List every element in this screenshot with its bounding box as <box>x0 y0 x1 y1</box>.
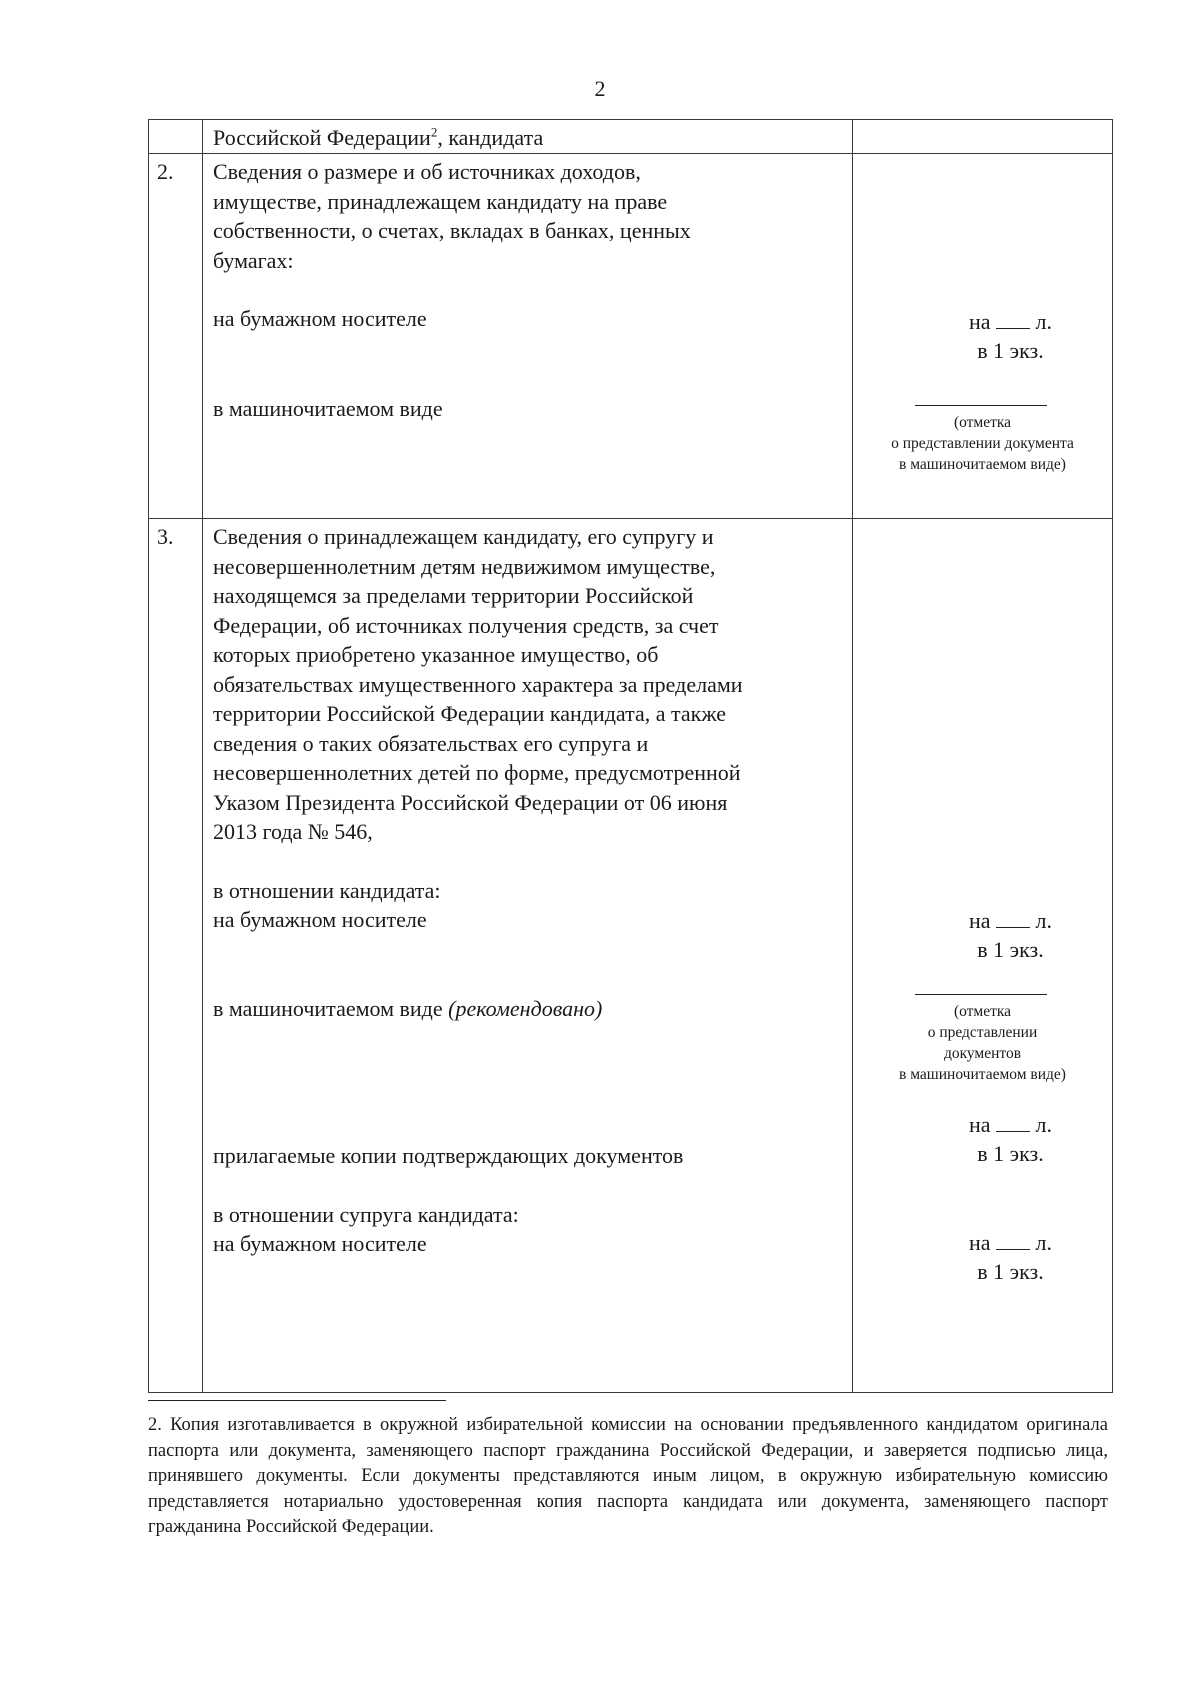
text-line: обязательствах имущественного характера за пределами <box>213 671 743 697</box>
spouse-paper-label: на бумажном носителе <box>213 1231 427 1256</box>
text-line: несовершеннолетних детей по форме, предусмотренной <box>213 760 741 785</box>
machine-label: в машиночитаемом виде <box>213 395 443 421</box>
spouse-heading: в отношении супруга кандидата: <box>213 1201 519 1227</box>
row-mark-cell <box>853 120 1113 154</box>
mark-note-line: (отметка <box>953 1003 1012 1020</box>
table-row-3 <box>149 519 1113 1393</box>
text-line: несовершеннолетним детям недвижимом имуществе, <box>213 553 716 579</box>
text-line: территории Российской Федерации кандидата, а также <box>213 701 727 726</box>
text-line: Сведения о размере и об источниках доходов, <box>213 159 641 184</box>
supporting-copies-label: прилагаемые копии подтверждающих документов <box>213 1143 684 1168</box>
footnote-ref: 2 <box>430 124 438 140</box>
pages-suffix: л. <box>1035 908 1053 933</box>
pages-blank[interactable] <box>996 1113 1030 1132</box>
text-line: сведения о таких обязательствах его супруга и <box>213 730 649 756</box>
pages-prefix: на <box>968 1112 991 1137</box>
mark-note <box>859 1001 1106 1085</box>
text-line: имуществе, принадлежащем кандидату на праве <box>213 188 668 214</box>
copies-count: в 1 экз. <box>977 338 1044 363</box>
mark-note-line: (отметка <box>953 414 1012 431</box>
table-row-continuation <box>149 120 1113 154</box>
row-number: 3. <box>149 519 203 1393</box>
footnote-separator <box>148 1400 446 1401</box>
row-2-intro <box>213 157 846 275</box>
table-row-2 <box>149 154 1113 519</box>
paper-label: на бумажном носителе <box>213 306 427 331</box>
pages-suffix: л. <box>1035 309 1053 334</box>
pages-prefix: на <box>968 309 991 334</box>
pages-prefix: на <box>968 1230 991 1255</box>
copies-count: в 1 экз. <box>977 1259 1044 1284</box>
row-number: 2. <box>149 154 203 519</box>
documents-table <box>148 119 1113 1393</box>
pages-blank[interactable] <box>996 310 1030 329</box>
row-3-text-cell <box>203 519 853 1393</box>
row-2-text-cell <box>203 154 853 519</box>
mark-note-line: о представлении документа <box>891 435 1074 452</box>
text-line: которых приобретено указанное имущество, об <box>213 642 659 667</box>
mark-note-line: о представлении <box>927 1024 1038 1041</box>
text-line: бумагах: <box>213 247 294 273</box>
pages-prefix: на <box>968 908 991 933</box>
copies-count: в 1 экз. <box>977 937 1044 962</box>
machine-label-row <box>213 994 846 1024</box>
text-line: Указом Президента Российской Федерации от 06 июня <box>213 789 728 815</box>
text-line: собственности, о счетах, вкладах в банках, ценных <box>213 218 691 243</box>
text-line: Сведения о принадлежащем кандидату, его супругу и <box>213 524 714 549</box>
candidate-heading: в отношении кандидата: <box>213 877 441 903</box>
row-text-cell <box>203 120 853 154</box>
page-number: 2 <box>594 76 606 101</box>
machine-label: в машиночитаемом виде <box>213 995 443 1021</box>
pages-suffix: л. <box>1035 1230 1053 1255</box>
mark-note-line: в машиночитаемом виде) <box>899 456 1066 473</box>
pages-suffix: л. <box>1035 1112 1053 1137</box>
text-line: 2013 года № 546, <box>213 819 373 844</box>
row-number-cell <box>149 120 203 154</box>
pages-entry <box>859 1228 1106 1286</box>
mark-note <box>859 412 1106 475</box>
row-2-mark-cell <box>853 154 1113 519</box>
copies-count: в 1 экз. <box>977 1141 1044 1166</box>
mark-note-line: в машиночитаемом виде) <box>899 1066 1066 1083</box>
pages-blank[interactable] <box>996 1231 1030 1250</box>
continuation-text: Российской Федерации <box>213 125 431 150</box>
pages-entry <box>859 307 1106 365</box>
paper-label: на бумажном носителе <box>213 907 427 932</box>
text-line: Федерации, об источниках получения средств, за счет <box>213 612 719 638</box>
pages-entry <box>859 906 1106 964</box>
pages-entry <box>859 1110 1106 1168</box>
footnote: 2. Копия изготавливается в окружной избирательной комиссии на основании предъявленного кандидатом оригинала паспорта или документа, заменяющего паспорт гражданина Российской Федерации, и заверяется подписью лица, принявшего документы. Если документы представляются иным лицом, в окружную избирательную комиссию представляется нотариально удостоверенная копия паспорта кандидата или документа, заменяющего паспорт гражданина Российской Федерации. <box>148 1415 1108 1537</box>
mark-note-line: документов <box>943 1045 1022 1062</box>
pages-blank[interactable] <box>996 909 1030 928</box>
continuation-tail: , кандидата <box>437 125 544 150</box>
text-line: находящемся за пределами территории Российской <box>213 583 694 608</box>
mark-signature-line[interactable] <box>915 393 1047 406</box>
row-3-mark-cell <box>853 519 1113 1393</box>
machine-recommended-note: (рекомендовано) <box>448 995 603 1021</box>
mark-signature-line[interactable] <box>915 982 1047 995</box>
row-3-intro <box>213 522 846 847</box>
